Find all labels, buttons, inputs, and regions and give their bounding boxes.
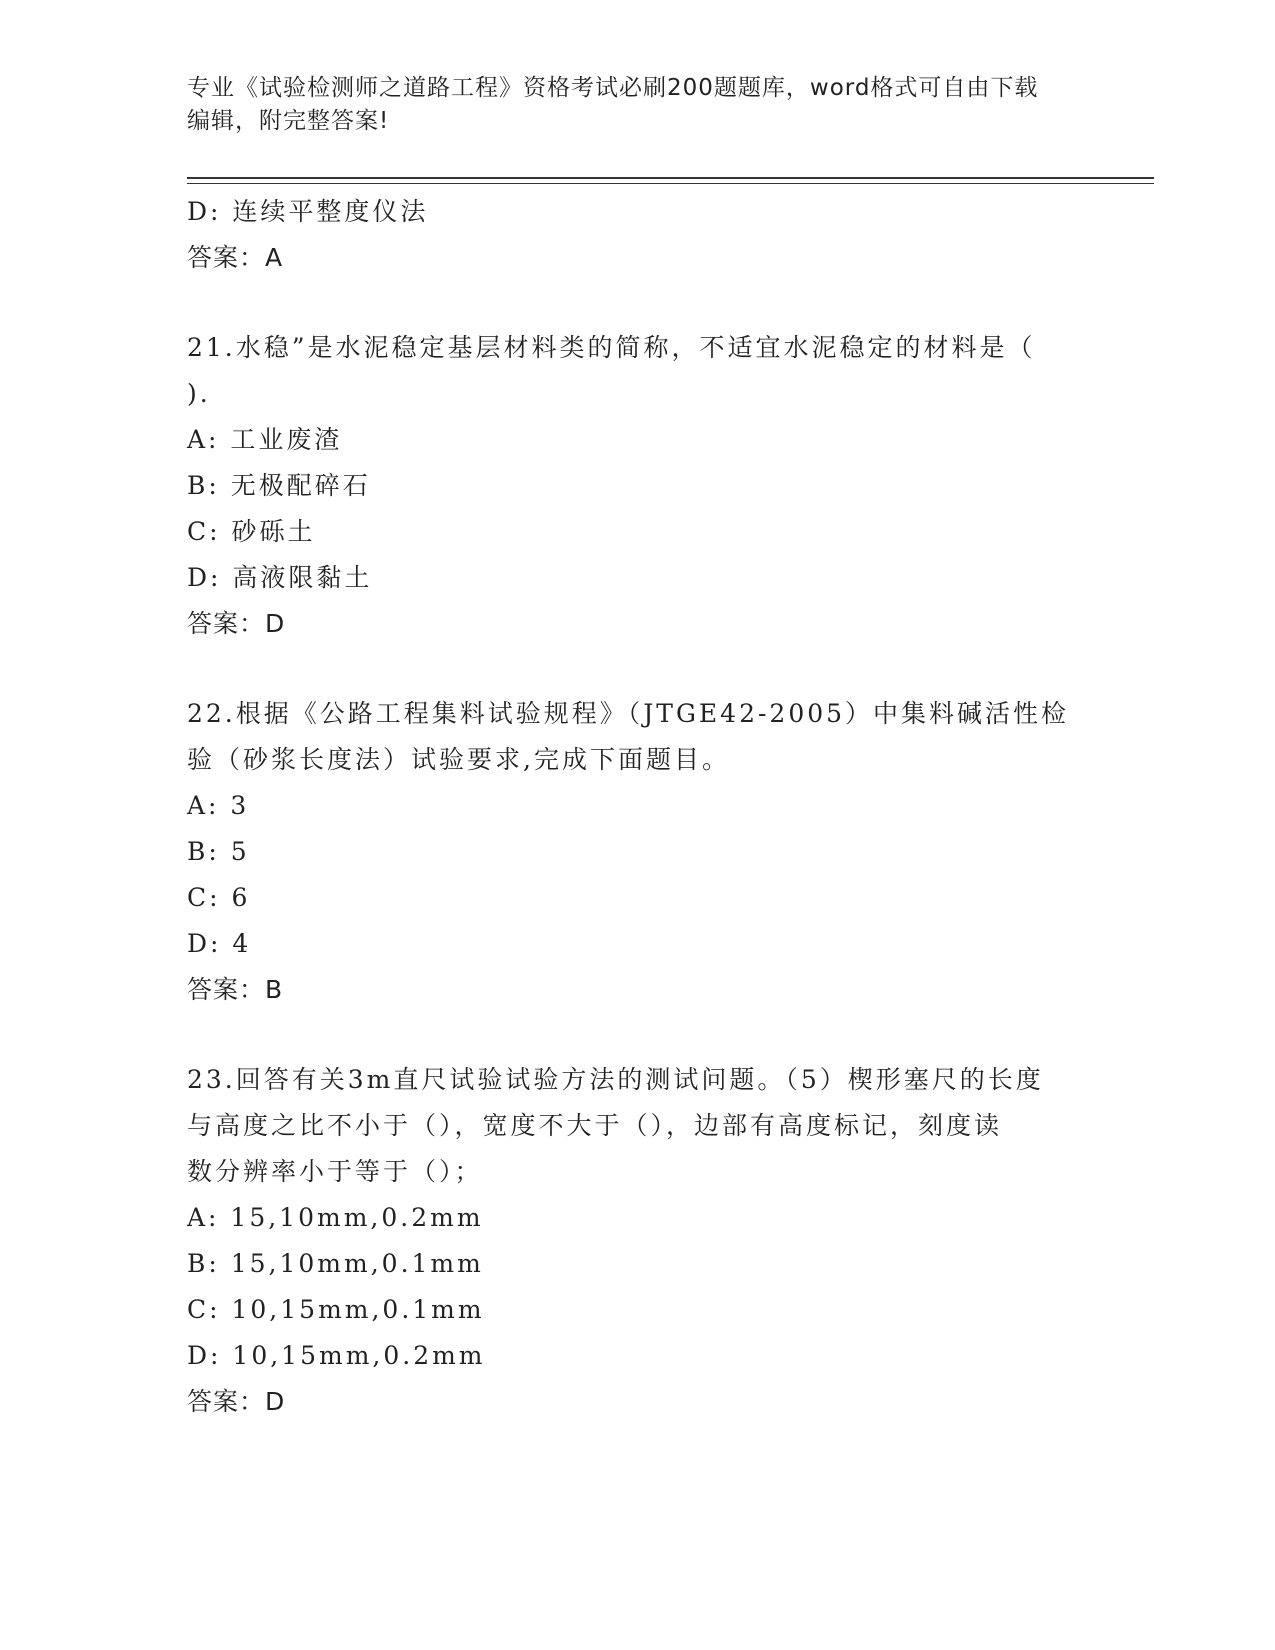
spacer <box>187 1013 1087 1057</box>
option-a: A: 工业废渣 <box>187 425 343 454</box>
header-rule-thick <box>187 177 1154 179</box>
header-line-1: 专业《试验检测师之道路工程》资格考试必刷200题题库，word格式可自由下载 <box>187 75 1039 101</box>
spacer <box>187 647 1087 691</box>
option-a: A: 15,10mm,0.2mm <box>187 1203 484 1232</box>
option-c: C: 10,15mm,0.1mm <box>187 1295 485 1324</box>
question-stem-line: 与高度之比不小于（），宽度不大于（），边部有高度标记，刻度读 <box>187 1111 1003 1140</box>
option-d: D: 高液限黏土 <box>187 563 373 592</box>
question-21 <box>187 325 1087 647</box>
question-stem-line: 22.根据《公路工程集料试验规程》（JTGE42-2005）中集料碱活性检 <box>187 699 1070 728</box>
prev-answer: 答案：A <box>187 243 284 272</box>
option-d: D: 4 <box>187 929 252 958</box>
answer: 答案：B <box>187 975 284 1004</box>
question-stem-line: 21.水稳”是水泥稳定基层材料类的简称，不适宜水泥稳定的材料是（ <box>187 333 1036 362</box>
answer: 答案：D <box>187 1387 286 1416</box>
option-b: B: 无极配碎石 <box>187 471 371 500</box>
question-list <box>187 189 1087 1425</box>
question-stem-line: 23.回答有关3m直尺试验试验方法的测试问题。（5）楔形塞尺的长度 <box>187 1065 1044 1094</box>
header-line-2: 编辑，附完整答案! <box>187 108 390 134</box>
option-d: D: 10,15mm,0.2mm <box>187 1341 486 1370</box>
prev-option-d: D: 连续平整度仪法 <box>187 197 429 226</box>
option-b: B: 15,10mm,0.1mm <box>187 1249 484 1278</box>
option-c: C: 6 <box>187 883 251 912</box>
question-stem-line: 数分辨率小于等于（）； <box>187 1157 483 1186</box>
answer: 答案：D <box>187 609 286 638</box>
question-23 <box>187 1057 1087 1425</box>
header-rule-thin <box>187 183 1154 184</box>
question-stem-line: ). <box>187 379 211 408</box>
spacer <box>187 281 1087 325</box>
option-b: B: 5 <box>187 837 250 866</box>
question-stem-line: 验（砂浆长度法）试验要求,完成下面题目。 <box>187 745 730 774</box>
document-header <box>187 72 1067 138</box>
question-22 <box>187 691 1087 1013</box>
option-c: C: 砂砾土 <box>187 517 316 546</box>
option-a: A: 3 <box>187 791 250 820</box>
